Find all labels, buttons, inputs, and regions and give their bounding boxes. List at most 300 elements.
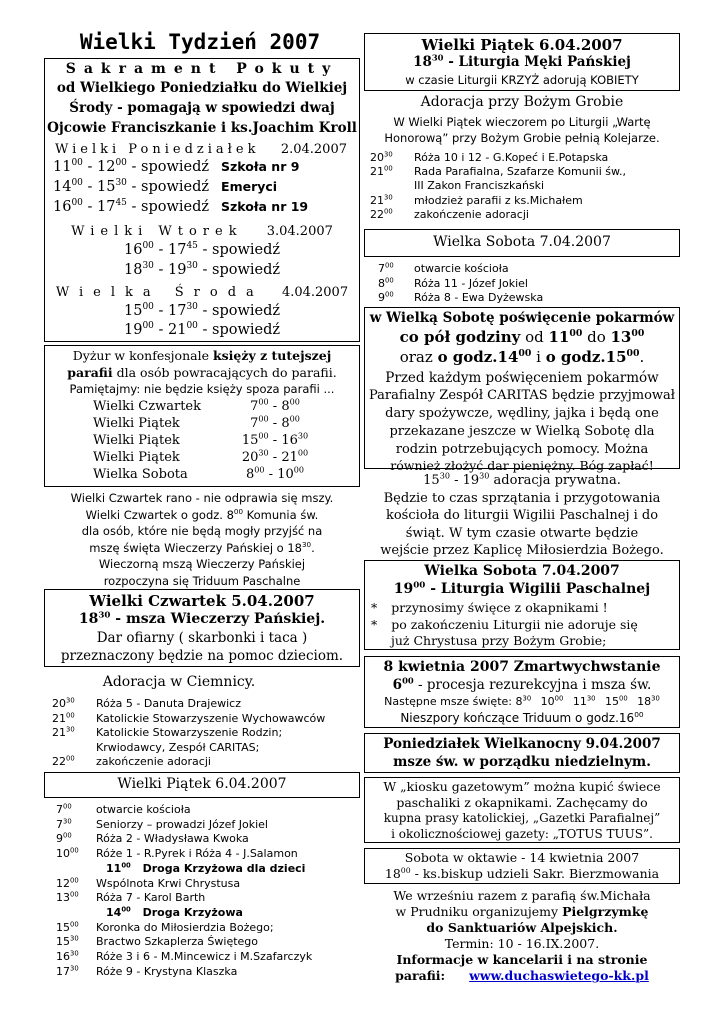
schedule-time — [52, 712, 96, 725]
time-minutes: 30 — [70, 949, 79, 958]
time-minutes: 00 — [258, 397, 269, 407]
wigilia-bullet-1: * przynosimy święce z okapnikami ! — [371, 600, 608, 615]
time-separator: - — [82, 199, 98, 215]
time-separator: - — [268, 450, 282, 465]
pielgrzymka — [364, 888, 680, 984]
kiosk-line-3: kupna prasy katolickiej, „Gazetki Parafialnej” — [383, 811, 661, 825]
dyzur-day: Wielki Piątek — [93, 416, 180, 431]
time-to-hour: 19 — [168, 262, 187, 278]
time-separator: - — [153, 262, 168, 278]
time-from-hour: 15 — [241, 433, 259, 448]
time-from-hour: 16 — [123, 242, 143, 258]
time-minutes: 00 — [121, 905, 131, 914]
time-from-hour: 7 — [250, 399, 259, 414]
confession-group: Szkoła nr 9 — [221, 159, 300, 174]
tuesday-date: 3.04.2007 — [266, 224, 333, 239]
swiecenie-p2: Parafialny Zespół CARITAS będzie przyjmował — [368, 388, 676, 403]
schedule-text: Droga Krzyżowa dla dzieci — [138, 861, 306, 875]
time-separator: - — [153, 303, 168, 319]
time-hour: 9 — [378, 291, 385, 304]
dyzur-line-2b: dla osób powracających do parafii. — [112, 365, 337, 380]
kiosk-box — [364, 777, 680, 843]
time-minutes: 30 — [186, 302, 198, 313]
schedule-row — [370, 194, 583, 207]
schedule-text: Droga Krzyżowa — [138, 905, 243, 919]
schedule-row — [52, 741, 259, 754]
dyzur-day: Wielki Piątek — [93, 433, 180, 448]
czwartek-note-2: Wielki Czwartek o godz. $8^{00}$ Komunia św. — [85, 506, 319, 522]
time-minutes: 00 — [384, 207, 393, 216]
schedule-text: Róża 8 - Ewa Dyżewska — [414, 291, 544, 304]
confession-row — [53, 179, 277, 195]
time-minutes: 00 — [71, 158, 83, 169]
schedule-text: Róże 1 - R.Pyrek i Róża 4 - J.Salamon — [96, 847, 298, 861]
schedule-time — [56, 921, 96, 934]
page-title: Wielki Tydzień 2007 — [79, 30, 321, 54]
time-from-hour: 8 — [246, 467, 255, 482]
time-minutes: 30 — [63, 817, 72, 826]
tuesday-label: Wielki Wtorek — [71, 224, 243, 239]
swiecenie-line-2: co pół godziny od $11^{00}$ do $13^{00}$ — [399, 328, 645, 346]
pielgrzymka-line-6: parafii: www.duchaswietego-kk.pl — [395, 968, 649, 983]
kiosk-line-4: i okolicznościowej gazety: „TOTUS TUUS”. — [391, 827, 653, 841]
czwartek-note-4: mszę święta Wieczerzy Pańskiej o $18^{30}$. — [89, 539, 315, 555]
dyzur-time — [225, 467, 325, 482]
dyzur-day: Wielki Czwartek — [93, 399, 201, 414]
poniedzialek-line-2: msze św. w porządku niedzielnym. — [393, 754, 651, 770]
schedule-text: Róża 2 - Władysława Kwoka — [96, 832, 249, 846]
schedule-row — [378, 291, 543, 304]
time-minutes: 00 — [71, 178, 83, 189]
schedule-text: Wspólnota Krwi Chrystusa — [96, 876, 241, 890]
grob-line-2: Honorową” przy Bożym Grobie pełnią Kolejarze. — [384, 131, 660, 145]
confession-row — [53, 199, 308, 215]
time-from-hour: 20 — [241, 450, 259, 465]
dyzur-time — [225, 450, 325, 465]
schedule-row — [106, 862, 305, 875]
time-hour: 21 — [370, 165, 384, 179]
confession-label: - spowiedź — [197, 322, 281, 338]
time-to-hour: 15 — [97, 179, 116, 195]
time-to-hour: 17 — [168, 303, 187, 319]
dyzur-row — [93, 416, 325, 431]
poniedzialek-box — [364, 733, 680, 773]
oktawa-line-1: Sobota w oktawie - 14 kwietnia 2007 — [404, 850, 640, 865]
time-minutes: 00 — [385, 261, 394, 270]
piatek-box — [364, 33, 680, 91]
wigilia-liturgy: $19^{00}$ - Liturgia Wigilii Paschalnej — [393, 580, 651, 597]
time-separator: - — [264, 467, 278, 482]
time-minutes: 30 — [258, 448, 269, 458]
time-to-hour: 12 — [97, 159, 116, 175]
czwartek-title: Wielki Czwartek 5.04.2007 — [89, 592, 315, 610]
dyzur-time — [225, 416, 325, 431]
time-minutes: 30 — [70, 964, 79, 973]
schedule-text: Seniorzy – prowadzi Józef Jokiel — [96, 817, 268, 831]
time-minutes: 00 — [293, 465, 304, 475]
piatek-title: Wielki Piątek 6.04.2007 — [421, 36, 623, 54]
time-hour: 15 — [56, 920, 70, 934]
prywatna-line-5: wejście przez Kaplicę Miłosierdzia Bożego. — [380, 543, 664, 558]
schedule-text: Róża 5 - Danuta Drajewicz — [96, 697, 241, 710]
dyzur-day: Wielka Sobota — [93, 467, 188, 482]
parish-website-link[interactable]: www.duchaswietego-kk.pl — [469, 968, 649, 983]
confession-label: - spowiedź — [197, 262, 281, 278]
schedule-text: zakończenie adoracji — [414, 207, 529, 221]
confession-label: - spowiedź — [126, 159, 210, 175]
time-minutes: 00 — [66, 710, 75, 719]
time-hour: 7 — [56, 817, 63, 831]
ciemnica-title: Adoracja w Ciemnicy. — [102, 674, 256, 690]
time-minutes: 00 — [115, 158, 127, 169]
poniedzialek-line-1: Poniedziałek Wielkanocny 9.04.2007 — [383, 736, 661, 752]
time-hour: 10 — [56, 847, 70, 861]
schedule-row — [56, 891, 205, 904]
schedule-time — [370, 151, 414, 164]
schedule-text: Róża 11 - Józef Jokiel — [414, 276, 528, 290]
czwartek-dar: Dar ofiarny ( skarbonki i taca ) — [96, 630, 308, 646]
pokuty-line-1: od Wielkiego Poniedziałku do Wielkiej — [56, 80, 348, 96]
sobota-title: Wielka Sobota 7.04.2007 — [433, 234, 611, 250]
time-hour: 14 — [106, 905, 122, 919]
schedule-row — [56, 818, 268, 831]
dyzur-box — [44, 345, 360, 487]
schedule-time — [52, 697, 96, 710]
czwartek-note-6: rozpoczyna się Triduum Paschalne — [103, 573, 301, 588]
time-separator: - — [82, 179, 98, 195]
prywatna-line-2: Będzie to czas sprzątania i przygotowania — [383, 490, 661, 506]
time-hour: 21 — [52, 711, 66, 725]
schedule-text: Róża 7 - Karol Barth — [96, 891, 206, 905]
time-minutes: 00 — [384, 164, 393, 173]
schedule-row — [106, 906, 243, 919]
time-minutes: 00 — [289, 414, 300, 424]
dyzur-line-2 — [45, 365, 359, 380]
swiecenie-box — [364, 307, 680, 473]
time-hour: 17 — [56, 964, 70, 978]
pokuty-line-2: Środy - pomagają w spowiedzi dwaj — [69, 100, 335, 116]
time-to-hour: 21 — [281, 450, 298, 465]
pielgrzymka-line-5: Informacje w kancelarii i na stronie — [396, 952, 648, 967]
time-hour: 7 — [378, 262, 385, 275]
pielgrzymka-line-1: We wrześniu razem z parafią św.Michała — [393, 888, 651, 903]
schedule-row — [370, 151, 608, 164]
schedule-time — [56, 803, 96, 816]
oktawa-box — [364, 848, 680, 884]
swiecenie-line-1: w Wielką Sobotę poświęcenie pokarmów — [369, 310, 675, 326]
pielgrzymka-line-3: do Sanktuariów Alpejskich. — [426, 920, 618, 935]
time-minutes: 30 — [70, 934, 79, 943]
confession-row — [45, 322, 359, 338]
schedule-row — [56, 803, 191, 816]
kiosk-line-1: W „kiosku gazetowym” można kupić świece — [383, 779, 661, 794]
schedule-time — [370, 194, 414, 207]
schedule-time — [370, 208, 414, 221]
time-minutes: 00 — [297, 448, 309, 458]
time-minutes: 00 — [385, 290, 394, 299]
time-minutes: 00 — [258, 414, 269, 424]
time-minutes: 00 — [63, 831, 72, 840]
schedule-row — [56, 832, 249, 845]
schedule-row — [52, 712, 325, 725]
time-minutes: 00 — [142, 321, 154, 332]
schedule-time — [56, 847, 96, 860]
time-minutes: 30 — [142, 261, 154, 272]
confession-row — [45, 242, 359, 258]
schedule-time — [56, 877, 96, 890]
wigilia-bullet-2: * po zakończeniu Liturgii nie adoruje się — [371, 617, 638, 632]
time-to-hour: 8 — [281, 399, 290, 414]
time-minutes: 00 — [71, 198, 83, 209]
schedule-text: otwarcie kościoła — [414, 262, 509, 275]
time-hour: 21 — [370, 193, 384, 207]
time-minutes: 00 — [142, 302, 154, 313]
schedule-text: Koronka do Miłosierdzia Bożego; — [96, 920, 274, 934]
dyzur-time — [225, 433, 325, 448]
dyzur-line-1b: księży z tutejszej — [212, 348, 332, 363]
time-minutes: 30 — [115, 178, 127, 189]
pokuty-line-3: Ojcowie Franciszkanie i ks.Joachim Kroll — [47, 120, 357, 136]
time-from-hour: 14 — [53, 179, 72, 195]
pokuty-box — [44, 58, 360, 342]
schedule-row — [370, 208, 529, 221]
swiecenie-p4: przekazane jeszcze w Wielką Sobotę dla — [389, 424, 655, 439]
time-separator: - — [268, 433, 282, 448]
pokuty-heading: Sakrament Pokuty — [65, 61, 339, 77]
schedule-text: otwarcie kościoła — [96, 803, 191, 816]
schedule-row — [56, 965, 237, 978]
confession-group: Szkoła nr 19 — [221, 199, 309, 214]
schedule-row — [56, 935, 258, 948]
time-to-hour: 17 — [168, 242, 187, 258]
czwartek-note-3: dla osób, które nie będą mogły przyjść na — [81, 524, 323, 538]
wigilia-bullet-3: już Chrystusa przy Bożym Grobie; — [391, 633, 607, 648]
monday-date: 2.04.2007 — [280, 142, 347, 157]
time-minutes: 00 — [70, 890, 79, 899]
confession-label: - spowiedź — [197, 303, 281, 319]
schedule-time — [56, 965, 96, 978]
piatek-left-box — [44, 772, 360, 798]
wednesday-heading — [45, 285, 359, 300]
time-minutes: 00 — [186, 321, 198, 332]
swiecenie-p3: dary spożywcze, wędliny, jajka i będą one — [385, 406, 659, 421]
schedule-time — [56, 891, 96, 904]
schedule-time — [378, 291, 414, 304]
prywatna-line-3: kościoła do liturgii Wigilii Paschalnej i do — [385, 508, 659, 523]
czwartek-box — [44, 589, 360, 667]
schedule-text: Róże 9 - Krystyna Klaszka — [96, 964, 238, 978]
swiecenie-line-3: oraz o $godz.14^{00}$ i o $godz.15^{00}$. — [399, 348, 645, 366]
schedule-time — [378, 277, 414, 290]
time-minutes: 00 — [70, 846, 79, 855]
time-minutes: 30 — [384, 192, 393, 201]
time-minutes: 00 — [254, 465, 265, 475]
time-hour: 16 — [56, 950, 70, 963]
schedule-row — [52, 726, 282, 739]
time-from-hour: 16 — [53, 199, 72, 215]
wednesday-label: Wielka Środa — [55, 285, 264, 300]
time-minutes: 30 — [384, 150, 393, 159]
dyzur-line-2a: parafii — [67, 365, 113, 380]
wigilia-title: Wielka Sobota 7.04.2007 — [424, 563, 620, 579]
time-hour: 20 — [52, 697, 66, 710]
dyzur-row — [93, 450, 325, 465]
schedule-row — [56, 921, 274, 934]
schedule-row — [56, 877, 240, 890]
time-hour: 12 — [56, 876, 70, 890]
time-to-hour: 21 — [168, 322, 187, 338]
schedule-text: Róża 10 i 12 - G.Kopeć i E.Potapska — [414, 151, 609, 164]
schedule-time — [52, 726, 96, 739]
time-to-hour: 8 — [281, 416, 290, 431]
time-separator: - — [153, 242, 168, 258]
swiecenie-p1: Przed każdym poświęceniem pokarmów — [385, 370, 659, 386]
dyzur-time — [225, 399, 325, 414]
time-minutes: 00 — [70, 875, 79, 884]
time-minutes: 30 — [297, 431, 309, 441]
piatek-left-title: Wielki Piątek 6.04.2007 — [117, 776, 287, 792]
kiosk-line-2: paschaliki z okapnikami. Zachęcamy do — [396, 795, 648, 810]
time-to-hour: 17 — [97, 199, 116, 215]
schedule-text: Rada Parafialna, Szafarze Komunii św., — [414, 165, 626, 179]
confession-label: - spowiedź — [126, 199, 210, 215]
time-from-hour: 19 — [123, 322, 143, 338]
confession-label: - spowiedź — [197, 242, 281, 258]
time-minutes: 00 — [142, 241, 154, 252]
time-hour: 21 — [52, 726, 66, 739]
dyzur-line-1a: Dyżur w konfesjonale — [72, 348, 213, 363]
time-minutes: 45 — [186, 241, 198, 252]
time-hour: 13 — [56, 891, 70, 905]
time-minutes: 30 — [66, 725, 75, 734]
zmartwychwstanie-title: 8 kwietnia 2007 Zmartwychwstanie — [383, 659, 661, 675]
time-separator: - — [268, 399, 282, 414]
swiecenie-p5: rodzin potrzebujących pomocy. Można — [395, 442, 649, 457]
schedule-time — [370, 165, 414, 178]
dyzur-day: Wielki Piątek — [93, 450, 180, 465]
time-minutes: 00 — [258, 431, 269, 441]
prywatna-line-1: $15^{30} - 19^{30}$ adoracja prywatna. — [423, 471, 621, 488]
czwartek-note-5: Wieczorną mszą Wieczerzy Pańskiej — [98, 557, 306, 571]
grob-line-1: W Wielki Piątek wieczorem po Liturgii „Wartę — [393, 115, 651, 129]
schedule-time — [52, 755, 96, 768]
zmartwychwstanie-msze: Następne msze święte: $8^{30}$ $10^{00}$ $11^{30}$ $15^{00}$ $18^{30}$ — [384, 694, 660, 708]
schedule-row — [370, 165, 626, 178]
schedule-row — [52, 697, 241, 710]
piatek-krzyz: w czasie Liturgii KRZYŻ adorują KOBIETY — [405, 73, 639, 87]
wednesday-date: 4.04.2007 — [281, 285, 349, 300]
time-hour: 11 — [106, 861, 122, 875]
zmartwychwstanie-box — [364, 656, 680, 728]
pielgrzymka-line-4: Termin: 10 - 16.IX.2007. — [444, 936, 600, 951]
pielgrzymka-line-2: w Prudniku organizujemy Pielgrzymkę — [395, 904, 649, 919]
schedule-text: Róże 3 i 6 - M.Mincewicz i M.Szafarczyk — [96, 950, 313, 963]
time-hour: 9 — [56, 832, 63, 846]
czwartek-dzieci: przeznaczony będzie na pomoc dzieciom. — [60, 648, 344, 664]
schedule-text: III Zakon Franciszkański — [414, 179, 545, 193]
schedule-time — [56, 818, 96, 831]
oktawa-line-2: $18^{00}$ - ks.biskup udzieli Sakr. Bierzmowania — [384, 865, 660, 881]
time-separator: - — [82, 159, 98, 175]
dyzur-row — [93, 467, 325, 482]
prywatna-line-4: świąt. W tym czasie otwarte będzie — [405, 525, 639, 541]
schedule-row — [56, 847, 298, 860]
dyzur-row — [93, 433, 325, 448]
time-hour: 22 — [52, 755, 66, 768]
czwartek-note-1: Wielki Czwartek rano - nie odprawia się mszy. — [70, 491, 334, 505]
monday-label: Wielki Poniedziałek — [55, 142, 260, 157]
monday-heading — [55, 142, 355, 157]
time-hour: 8 — [378, 276, 385, 290]
time-from-hour: 7 — [250, 416, 259, 431]
sobota-box — [364, 229, 680, 257]
time-from-hour: 15 — [123, 303, 143, 319]
schedule-row — [370, 179, 544, 192]
schedule-row — [378, 262, 509, 275]
schedule-text: Krwiodawcy, Zespół CARITAS; — [96, 740, 260, 754]
time-minutes: 00 — [121, 861, 131, 870]
schedule-row — [56, 950, 312, 963]
czwartek-note — [44, 490, 360, 589]
dyzur-line-3: Pamiętajmy: nie będzie księży spoza parafii ... — [69, 382, 335, 396]
time-hour: 7 — [56, 803, 63, 816]
time-to-hour: 10 — [277, 467, 294, 482]
swiecenie-p6: również złożyć dar pieniężny. Bóg zapłać! — [390, 458, 654, 473]
schedule-text: Katolickie Stowarzyszenie Wychowawców — [96, 711, 326, 725]
time-minutes: 00 — [385, 275, 394, 284]
time-hour: 22 — [370, 207, 384, 221]
dyzur-line-1 — [45, 348, 359, 363]
schedule-row — [52, 755, 211, 768]
confession-row — [45, 262, 359, 278]
prywatna-section — [364, 472, 680, 560]
time-minutes: 00 — [66, 754, 75, 763]
time-from-hour: 11 — [53, 159, 72, 175]
time-separator: - — [268, 416, 282, 431]
time-hour: 15 — [56, 935, 70, 949]
time-minutes: 45 — [115, 198, 127, 209]
schedule-text: młodzież parafii z ks.Michałem — [414, 193, 583, 207]
schedule-time — [378, 262, 414, 275]
confession-label: - spowiedź — [126, 179, 210, 195]
schedule-time — [56, 832, 96, 845]
tuesday-heading — [45, 224, 359, 239]
wigilia-box — [364, 560, 680, 650]
zmartwychwstanie-procesja: $6^{00}$ - procesja rezurekcyjna i msza św. — [392, 675, 652, 693]
piatek-mass: $18^{30}$ - Liturgia Męki Pańskiej — [413, 52, 631, 70]
time-from-hour: 18 — [123, 262, 143, 278]
time-minutes: 00 — [289, 397, 300, 407]
czwartek-mass: $18^{30}$ - msza Wieczerzy Pańskiej. — [78, 610, 326, 627]
confession-group: Emeryci — [221, 179, 278, 194]
schedule-text: Katolickie Stowarzyszenie Rodzin; — [96, 726, 283, 739]
time-separator: - — [153, 322, 168, 338]
time-minutes: 30 — [66, 696, 75, 705]
schedule-time — [56, 950, 96, 963]
schedule-text: Bractwo Szkaplerza Świętego — [96, 935, 259, 949]
time-to-hour: 16 — [281, 433, 298, 448]
time-minutes: 00 — [70, 919, 79, 928]
dyzur-row — [93, 399, 325, 414]
time-minutes: 30 — [186, 261, 198, 272]
time-hour: 20 — [370, 151, 384, 164]
grob-title: Adoracja przy Bożym Grobie — [420, 94, 624, 110]
confession-row — [53, 159, 299, 175]
confession-row — [45, 303, 359, 319]
time-minutes: 00 — [63, 802, 72, 811]
schedule-text: zakończenie adoracji — [96, 755, 211, 768]
zmartwychwstanie-nieszpory: Nieszpory kończące Triduum o $godz.16^{00}$ — [400, 710, 644, 725]
